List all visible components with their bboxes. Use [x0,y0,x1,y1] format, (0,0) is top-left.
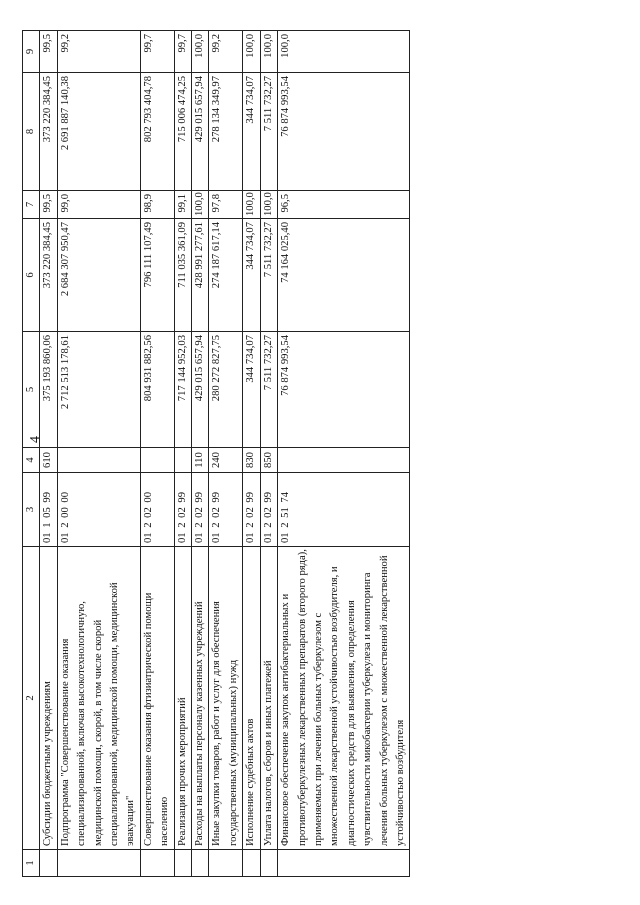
cell-plan: 7 511 732,27 [260,332,277,448]
col-header-1: 1 [23,850,40,877]
cell-executed: 373 220 384,45 [40,219,57,332]
cell-kvr: 610 [40,448,57,473]
cell-plan: 2 712 513 178,61 [57,332,140,448]
cell-kvr [140,448,174,473]
cell-col8: 344 734,07 [243,73,260,191]
cell-name: Иные закупки товаров, работ и услуг для обеспечения государственных (муниципальных) нужд [209,547,243,850]
cell-kvr: 850 [260,448,277,473]
cell-percent: 100,0 [260,191,277,219]
cell-code: 01 2 02 99 [260,473,277,547]
cell-col9: 99,7 [140,31,174,73]
cell-col8: 278 134 349,97 [209,73,243,191]
col-header-5: 5 [23,332,40,448]
cell-executed: 7 511 732,27 [260,219,277,332]
rotated-page [22,27,602,877]
cell-percent: 96,5 [278,191,410,219]
cell-executed: 428 991 277,61 [192,219,209,332]
table-body [40,31,410,877]
table-row [174,31,191,877]
table-row [40,31,57,877]
cell-index [278,850,410,877]
table-row [278,31,410,877]
cell-col8: 7 511 732,27 [260,73,277,191]
cell-executed: 796 111 107,49 [140,219,174,332]
col-header-9: 9 [23,31,40,73]
col-header-4: 4 [23,448,40,473]
cell-code: 01 2 00 00 [57,473,140,547]
cell-code: 01 2 02 99 [192,473,209,547]
cell-index [40,850,57,877]
table-row [243,31,260,877]
table-row [140,31,174,877]
cell-code: 01 1 05 99 [40,473,57,547]
cell-name: Реализация прочих мероприятий [174,547,191,850]
cell-index [192,850,209,877]
cell-kvr [174,448,191,473]
budget-table [22,30,410,877]
cell-col9: 99,5 [40,31,57,73]
cell-percent: 99,0 [57,191,140,219]
cell-name: Субсидии бюджетным учреждениям [40,547,57,850]
cell-percent: 100,0 [243,191,260,219]
col-header-3: 3 [23,473,40,547]
cell-col8: 76 874 993,54 [278,73,410,191]
cell-col9: 99,2 [209,31,243,73]
cell-name: Совершенствование оказания фтизиатрической помощи населению [140,547,174,850]
cell-name: Подпрограмма "Совершенствование оказания специализированной, включая высокотехнологичную, медицинской помощи, скорой, в том числе скорой специализированной, медицинской помощи, медицинской эвакуации" [57,547,140,850]
table-row [209,31,243,877]
cell-executed: 711 035 361,09 [174,219,191,332]
cell-plan: 804 931 882,56 [140,332,174,448]
cell-plan: 717 144 952,03 [174,332,191,448]
cell-percent: 97,8 [209,191,243,219]
cell-plan: 76 874 993,54 [278,332,410,448]
cell-col9: 100,0 [243,31,260,73]
cell-index [174,850,191,877]
page-number: 4 [28,436,43,443]
cell-code: 01 2 51 74 [278,473,410,547]
cell-code: 01 2 02 99 [174,473,191,547]
cell-col9: 100,0 [192,31,209,73]
cell-executed: 344 734,07 [243,219,260,332]
cell-col8: 802 793 404,78 [140,73,174,191]
cell-percent: 100,0 [192,191,209,219]
cell-kvr: 830 [243,448,260,473]
table-row [57,31,140,877]
cell-col8: 715 006 474,25 [174,73,191,191]
cell-index [243,850,260,877]
cell-col8: 2 691 887 140,38 [57,73,140,191]
header-row [23,31,40,877]
cell-code: 01 2 02 99 [209,473,243,547]
cell-code: 01 2 02 00 [140,473,174,547]
cell-index [57,850,140,877]
cell-kvr: 240 [209,448,243,473]
col-header-6: 6 [23,219,40,332]
cell-col9: 100,0 [260,31,277,73]
col-header-8: 8 [23,73,40,191]
cell-col9: 99,7 [174,31,191,73]
table-row [260,31,277,877]
cell-percent: 98,9 [140,191,174,219]
col-header-2: 2 [23,547,40,850]
cell-name: Уплата налогов, сборов и иных платежей [260,547,277,850]
table-row [192,31,209,877]
cell-name: Финансовое обеспечение закупок антибактериальных и противотуберкулезных лекарственных препаратов (второго ряда), применяемых при лечении больных туберкулезом с множественной лекарственной устойчивостью возбудителя, и диагностических средств для выявления, определения чувствительности микобактерии туберкулеза и мониторинга лечения больных туберкулезом с множественной лекарственной устойчивостью возбудителя [278,547,410,850]
cell-plan: 375 193 860,06 [40,332,57,448]
cell-percent: 99,5 [40,191,57,219]
cell-executed: 274 187 617,14 [209,219,243,332]
cell-code: 01 2 02 99 [243,473,260,547]
cell-percent: 99,1 [174,191,191,219]
cell-plan: 280 272 827,75 [209,332,243,448]
cell-name: Расходы на выплаты персоналу казенных учреждений [192,547,209,850]
cell-executed: 2 684 307 950,47 [57,219,140,332]
cell-kvr [278,448,410,473]
cell-col9: 99,2 [57,31,140,73]
cell-name: Исполнение судебных актов [243,547,260,850]
cell-col8: 429 015 657,94 [192,73,209,191]
cell-index [140,850,174,877]
cell-index [260,850,277,877]
cell-kvr: 110 [192,448,209,473]
cell-plan: 429 015 657,94 [192,332,209,448]
cell-kvr [57,448,140,473]
cell-executed: 74 164 025,40 [278,219,410,332]
cell-plan: 344 734,07 [243,332,260,448]
cell-col9: 100,0 [278,31,410,73]
col-header-7: 7 [23,191,40,219]
cell-col8: 373 220 384,45 [40,73,57,191]
cell-index [209,850,243,877]
